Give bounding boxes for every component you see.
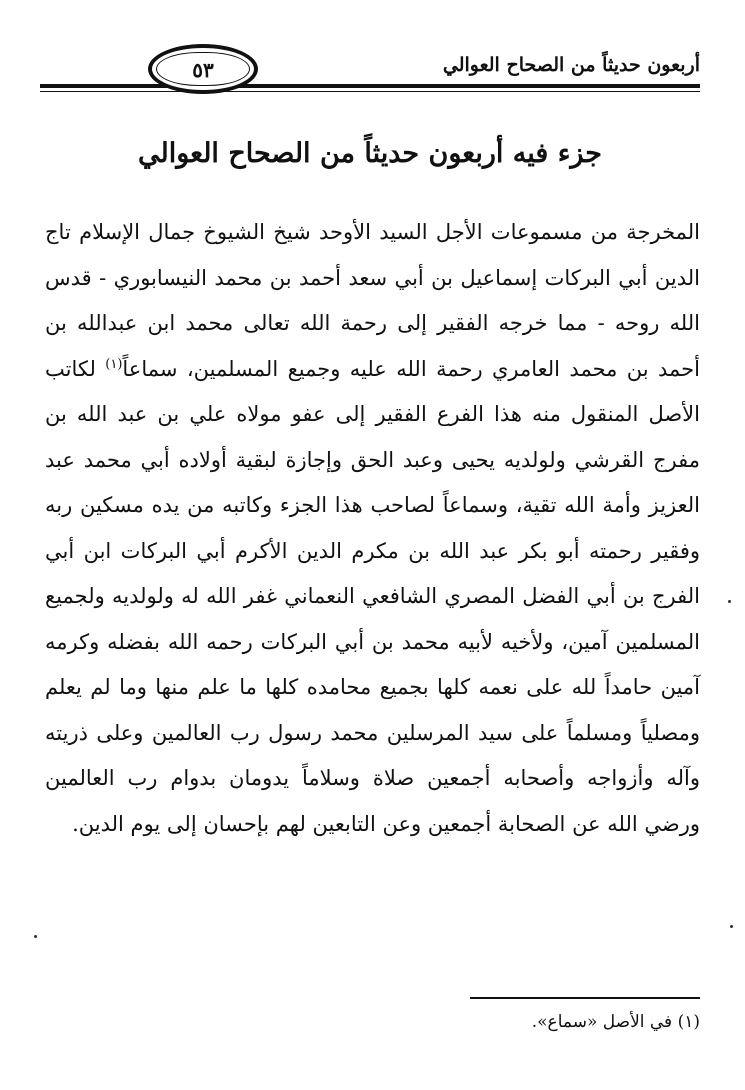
body-paragraph	[45, 210, 700, 847]
scan-speck	[730, 925, 733, 928]
footnote: (١) في الأصل «سماع».	[531, 1012, 700, 1032]
scan-speck	[728, 600, 731, 603]
page-number-ornament	[148, 44, 258, 94]
footnote-separator	[470, 997, 700, 999]
body-text-part-2: لكاتب الأصل المنقول منه هذا الفرع الفقير إلى عفو مولاه علي بن عبد الله بن مفرج القرشي ولولديه يحيى وعبد الحق وإجازة لبقية أولاده أبي محمد عبد العزيز وأمة الله تقية، وسماعاً لصاحب هذا الجزء وكاتبه من يده مسكين ربه وفقير رحمته أبو بكر عبد الله بن مكرم الدين الأكرم أبي البركات ابن أبي الفرج بن أبي الفضل المصري الشافعي النعماني غفر الله له ولولديه ولجميع المسلمين آمين، ولأخيه لأبيه محمد بن أبي البركات رحمه الله بفضله وكرمه آمين حامداً لله على نعمه كلها بجميع محامده كلها ما علم منها وما لم يعلم ومصلياً ومسلماً على سيد المرسلين محمد رسول رب العالمين وعلى ذريته وآله وأزواجه وأصحابه أجمعين صلاة وسلاماً يدومان بدوام رب العالمين ورضي الله عن الصحابة أجمعين وعن التابعين لهم بإحسان إلى يوم الدين.	[45, 356, 700, 836]
running-header	[40, 40, 700, 100]
running-title: أربعون حديثاً من الصحاح العوالي	[442, 54, 700, 76]
body-text-part-1: المخرجة من مسموعات الأجل السيد الأوحد شيخ الشيوخ جمال الإسلام تاج الدين أبي البركات إسماعيل بن أبي سعد أحمد بن محمد النيسابوري - قدس الله روحه - مما خرجه الفقير إلى رحمة الله تعالى محمد ابن عبدالله بن أحمد بن محمد العامري رحمة الله عليه وجميع المسلمين، سماعاً	[45, 220, 700, 381]
scan-speck	[34, 935, 37, 938]
footnote-reference: (١)	[105, 356, 123, 372]
header-rule-thin	[40, 91, 700, 92]
section-heading: جزء فيه أربعون حديثاً من الصحاح العوالي	[138, 138, 602, 169]
page-number: ٥٣	[192, 58, 214, 82]
header-rule-thick	[40, 84, 700, 88]
